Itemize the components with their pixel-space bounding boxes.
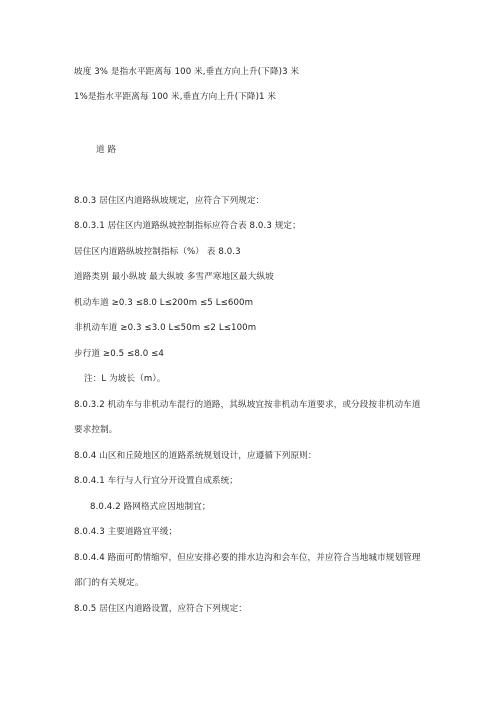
clause-8-0-5: 8.0.5 居住区内道路设置，应符合下列规定： xyxy=(74,604,247,614)
table-caption: 居住区内道路纵坡控制指标（%） 表 8.0.3 xyxy=(74,247,241,257)
text-line-slope-1: 1%是指水平距离每 100 米,垂直方向上升(下降)1 米 xyxy=(74,92,277,102)
table-row-nonmotor: 非机动车道 ≥0.3 ≤3.0 L≤50m ≤2 L≤100m xyxy=(74,323,257,333)
section-heading-roads: 道 路 xyxy=(96,145,117,155)
clause-8-0-4: 8.0.4 山区和丘陵地区的道路系统规划设计，应遵循下列原则： xyxy=(74,451,317,461)
clause-8-0-4-4: 8.0.4.4 路面可酌情缩窄，但应安排必要的排水边沟和会车位，并应符合当地城市规划管理 xyxy=(74,553,421,563)
table-row-pedestrian: 步行道 ≥0.5 ≤8.0 ≤4 xyxy=(74,349,164,359)
text-line-slope-3: 坡度 3% 是指水平距离每 100 米,垂直方向上升(下降)3 米 xyxy=(74,67,300,77)
table-header-row: 道路类别 最小纵坡 最大纵坡 多雪严寒地区最大纵坡 xyxy=(74,272,274,282)
clause-8-0-4-1: 8.0.4.1 车行与人行宜分开设置自成系统； xyxy=(74,476,239,486)
clause-8-0-4-2: 8.0.4.2 路网格式应因地制宜； xyxy=(90,502,211,512)
clause-8-0-3: 8.0.3 居住区内道路纵坡规定，应符合下列规定： xyxy=(74,196,265,206)
clause-8-0-4-3: 8.0.4.3 主要道路宜平缓； xyxy=(74,527,178,537)
table-note: 注：L 为坡长（m）。 xyxy=(84,374,166,384)
clause-8-0-3-2: 8.0.3.2 机动车与非机动车混行的道路，其纵坡宜按非机动车道要求，或分段按非机动车道 xyxy=(74,400,421,410)
clause-8-0-3-1: 8.0.3.1 居住区内道路纵坡控制指标应符合表 8.0.3 规定； xyxy=(74,221,301,231)
clause-8-0-3-2-cont: 要求控制。 xyxy=(74,425,118,435)
table-row-motor: 机动车道 ≥0.3 ≤8.0 L≤200m ≤5 L≤600m xyxy=(74,298,254,308)
clause-8-0-4-4-cont: 部门的有关规定。 xyxy=(74,578,144,588)
